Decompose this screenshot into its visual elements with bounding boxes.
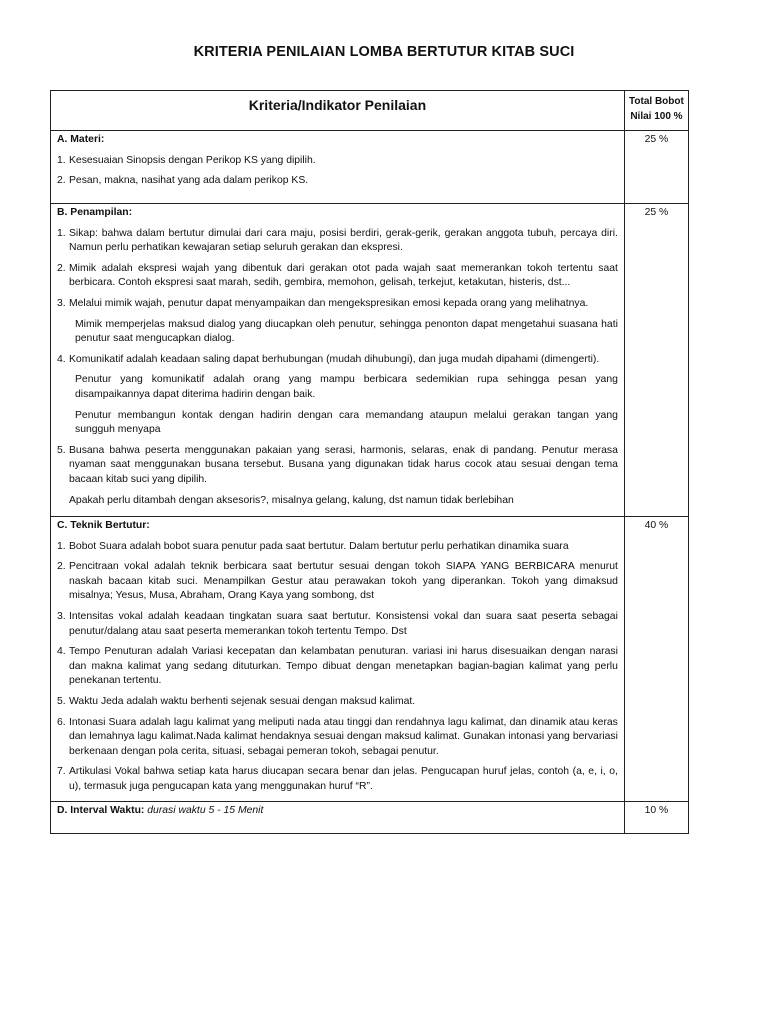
list-item (57, 262, 618, 291)
weight-header-line1: Total Bobot (629, 96, 684, 107)
item-text: Intensitas vokal adalah keadaan tingkatan suara saat bertutur. Konsistensi vokal dan suara saat peserta sebagai penutur/dalang atau saat peserta memerankan tokoh tertentu Tempo. Dst (69, 611, 618, 637)
section-b-weight: 25 % (624, 204, 688, 517)
section-c-title: C. Teknik Bertutur: (57, 520, 150, 532)
item-note: Apakah perlu ditambah dengan aksesoris?, misalnya gelang, kalung, dst namun tidak berlebihan (69, 494, 514, 506)
item-note: Penutur yang komunikatif adalah orang yang mampu berbicara sedemikian rupa sehingga pesan yang disampaikannya dapat diterima hadirin dengan baik. (75, 374, 618, 400)
section-b-title: B. Penampilan: (57, 207, 133, 218)
item-note: Penutur membangun kontak dengan hadirin dengan cara memandang ataupun melalui gerakan tangan yang sungguh menyapa (75, 409, 618, 436)
weight-header-line2: Nilai 100 % (630, 111, 683, 122)
criteria-header: Kriteria/Indikator Penilaian (51, 91, 625, 131)
item-number: 6. (57, 716, 66, 728)
item-number: 7. (57, 766, 66, 778)
item-note: Mimik memperjelas maksud dialog yang diucapkan oleh penutur, sehingga penonton dapat mengetahui suasana hati penutur saat mengucapkan dialog. (75, 318, 618, 345)
list-item (57, 540, 618, 555)
item-number: 4. (57, 646, 66, 658)
list-item (57, 610, 618, 639)
item-text: Sikap: bahwa dalam bertutur dimulai dari cara maju, posisi berdiri, gerak-gerik, gerakan anggota tubuh, percaya diri. Namun perlu perhatikan kewajaran setiap seluruh gerakan dan ekspresi. (69, 227, 618, 254)
item-number: 1. (57, 227, 66, 239)
section-d-row (51, 801, 689, 833)
item-text: Melalui mimik wajah, penutur dapat menyampaikan dan mengekspresikan emosi kepada orang yang melihatnya. (69, 297, 589, 309)
item-text: Intonasi Suara adalah lagu kalimat yang meliputi nada atau tinggi dan rendahnya lagu kalimat, dan dinamik atau keras dan lemahnya lagu kalimat.Nada kalimat hendaknya sesuai dengan maksud kalimat. Gunakan intonasi yang bervariasi berkenaan dengan pola cerita, situasi, sebagai pemeran tokoh, sebagai penutur. (69, 716, 618, 757)
section-d-duration: durasi waktu 5 - 15 Menit (147, 804, 264, 816)
list-item (57, 695, 618, 710)
item-text: Pesan, makna, nasihat yang ada dalam perikop KS. (69, 175, 309, 187)
item-number: 5. (57, 696, 66, 708)
table-header-row (51, 91, 689, 131)
item-number: 4. (57, 353, 66, 365)
list-item (57, 297, 618, 312)
item-text: Waktu Jeda adalah waktu berhenti sejenak sesuai dengan maksud kalimat. (69, 696, 416, 708)
section-d-weight: 10 % (624, 801, 688, 833)
document-title: KRITERIA PENILAIAN LOMBA BERTUTUR KITAB SUCI (193, 44, 575, 60)
section-c-row (51, 517, 689, 802)
list-item (57, 645, 618, 689)
item-number: 2. (57, 175, 66, 187)
section-b (51, 204, 625, 517)
section-a-title: A. Materi: (57, 134, 105, 145)
item-number: 1. (57, 154, 66, 166)
section-a-row (51, 131, 689, 204)
item-number: 1. (57, 540, 66, 552)
item-text: Bobot Suara adalah bobot suara penutur pada saat bertutur. Dalam bertutur perlu perhatikan dinamika suara (69, 540, 569, 552)
item-number: 3. (57, 611, 66, 623)
item-number: 2. (57, 262, 66, 274)
section-d-title: D. Interval Waktu: (57, 804, 145, 816)
list-item (57, 560, 618, 604)
weight-header (624, 91, 688, 131)
list-item (57, 353, 618, 368)
item-text: Tempo Penuturan adalah Variasi kecepatan dan kelambatan penuturan. variasi ini harus disesuaikan dengan narasi dan makna kalimat yang sedang dituturkan. Tempo dibuat dengan menetapkan bagian-bagian kalimat yang perlu penekanan tertentu. (69, 646, 618, 687)
item-text: Pencitraan vokal adalah teknik berbicara saat bertutur sesuai dengan tokoh SIAPA YANG BERBICARA menurut naskah bacaan kitab suci. Menampilkan Gestur atau perawakan tokoh yang diperankan. Tokoh yang dimaksud misalnya; Yesus, Musa, Abraham, Orang Kaya yang sombong, dst (69, 561, 618, 602)
list-item (57, 174, 618, 189)
item-number: 3. (57, 297, 66, 309)
section-c (51, 517, 625, 802)
list-item (57, 765, 618, 794)
item-text: Kesesuaian Sinopsis dengan Perikop KS yang dipilih. (69, 154, 316, 166)
list-item (57, 227, 618, 256)
item-text: Artikulasi Vokal bahwa setiap kata harus diucapan secara benar dan jelas. Pengucapan huruf jelas, contoh (a, e, i, o, u), termasuk juga pengucapan kata yang menggunakan huruf “R”. (69, 766, 618, 792)
item-text: Komunikatif adalah keadaan saling dapat berhubungan (mudah dihubungi), dan juga mudah dipahami (dimengerti). (69, 353, 600, 365)
list-item (57, 716, 618, 760)
section-d (51, 801, 625, 833)
section-a-weight: 25 % (624, 131, 688, 204)
section-a (51, 131, 625, 204)
list-item (57, 444, 618, 488)
section-c-weight: 40 % (624, 517, 688, 802)
item-number: 2. (57, 561, 66, 573)
item-number: 5. (57, 444, 66, 456)
section-b-row (51, 204, 689, 517)
criteria-table (50, 90, 689, 834)
item-text: Mimik adalah ekspresi wajah yang dibentuk dari gerakan otot pada wajah saat memerankan tokoh tertentu saat berbicara. Contoh ekspresi saat marah, sedih, gembira, memohon, gelisah, terkejut, ketakutan, histeris, dst... (69, 262, 618, 289)
item-text: Busana bahwa peserta menggunakan pakaian yang serasi, harmonis, selaras, enak di pandang. Penutur merasa nyaman saat menggunakan busana tersebut. Busana yang digunakan tidak harus cocok atau sesuai dengan tema bacaan kitab suci yang dipilih. (69, 444, 618, 485)
list-item (57, 154, 618, 169)
